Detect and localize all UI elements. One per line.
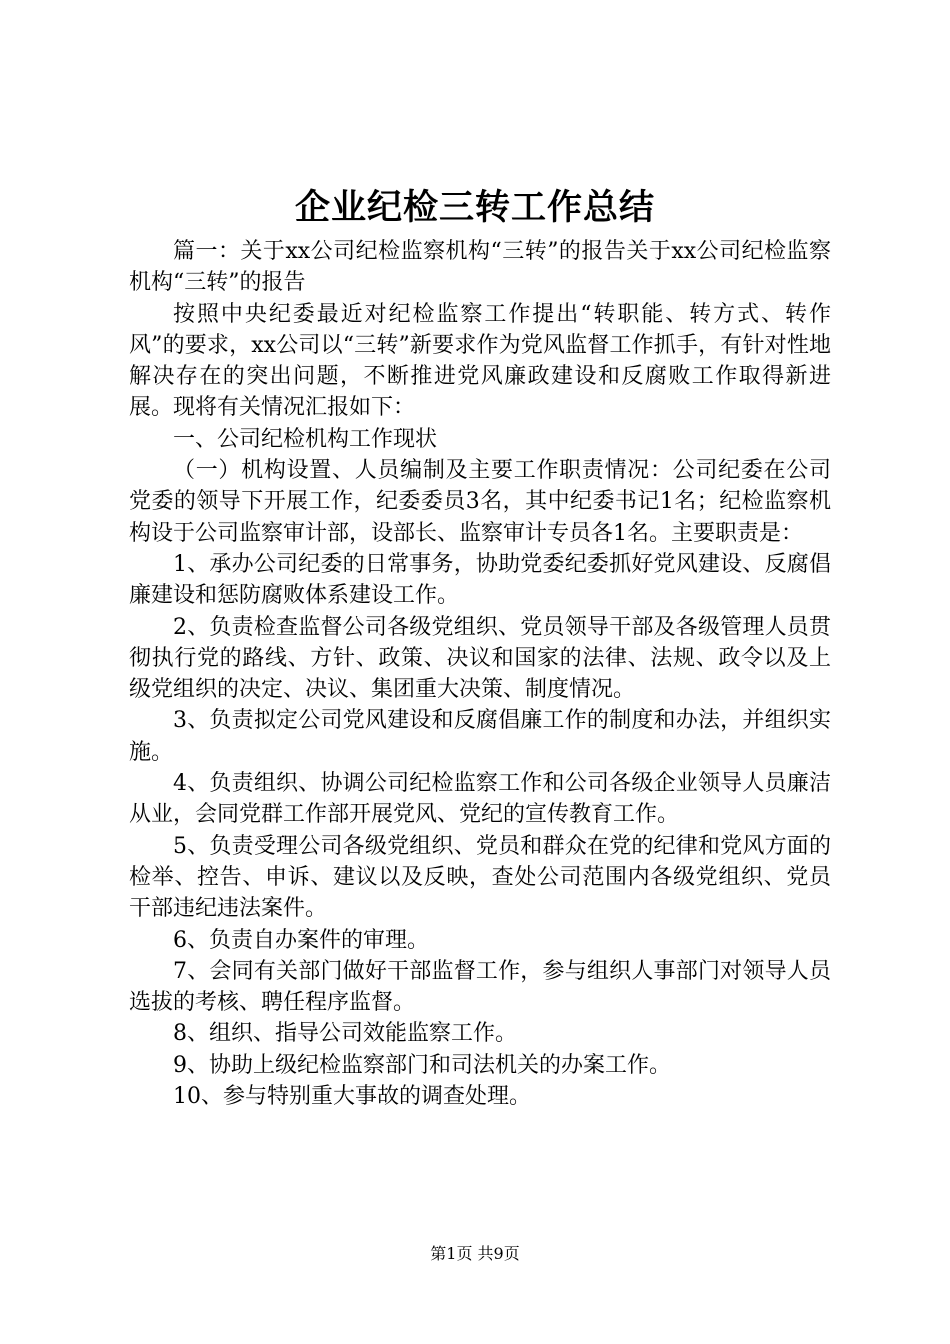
duty-item-4: 4、负责组织、协调公司纪检监察工作和公司各级企业领导人员廉洁从业，会同党群工作部开展党风、党纪的宣传教育工作。 (129, 771, 831, 828)
document-body (129, 236, 831, 1112)
paragraph-intro: 篇一：关于xx公司纪检监察机构“三转”的报告关于xx公司纪检监察机构“三转”的报告 (129, 239, 832, 296)
duty-item-7: 7、会同有关部门做好干部监督工作，参与组织人事部门对领导人员选拔的考核、聘任程序监督。 (129, 958, 831, 1016)
duty-item-2: 2、负责检查监督公司各级党组织、党员领导干部及各级管理人员贯彻执行党的路线、方针、政策、决议和国家的法律、法规、政令以及上级党组织的决定、决议、集团重大决策、制度情况。 (129, 614, 831, 703)
duty-item-9: 9、协助上级纪检监察部门和司法机关的办案工作。 (173, 1052, 671, 1078)
page-number-footer: 第1页 共9页 (430, 1244, 520, 1263)
duty-item-8: 8、组织、指导公司效能监察工作。 (173, 1021, 517, 1047)
duty-item-5: 5、负责受理公司各级党组织、党员和群众在党的纪律和党风方面的检举、控告、申诉、建议以及反映，查处公司范围内各级党组织、党员干部违纪违法案件。 (129, 833, 831, 922)
section-heading: 一、公司纪检机构工作现状 (173, 426, 438, 452)
duty-item-6: 6、负责自办案件的审理。 (173, 927, 429, 953)
paragraph-background: 按照中央纪委最近对纪检监察工作提出“转职能、转方式、转作风”的要求，xx公司以“三转”新要求作为党风监督工作抓手，有针对性地解决存在的突出问题，不断推进党风廉政建设和反腐败工作取得新进展。现将有关情况汇报如下： (129, 301, 831, 421)
duty-item-3: 3、负责拟定公司党风建设和反腐倡廉工作的制度和办法，并组织实施。 (129, 708, 831, 765)
document-title: 企业纪检三转工作总结 (294, 187, 655, 228)
duty-item-10: 10、参与特别重大事故的调查处理。 (173, 1084, 531, 1110)
paragraph-organization: （一）机构设置、人员编制及主要工作职责情况：公司纪委在公司党委的领导下开展工作，纪委委员3名，其中纪委书记1名；纪检监察机构设于公司监察审计部，设部长、监察审计专员各1名。主要职责是： (129, 458, 831, 546)
duty-item-1: 1、承办公司纪委的日常事务，协助党委纪委抓好党风建设、反腐倡廉建设和惩防腐败体系建设工作。 (129, 551, 831, 609)
